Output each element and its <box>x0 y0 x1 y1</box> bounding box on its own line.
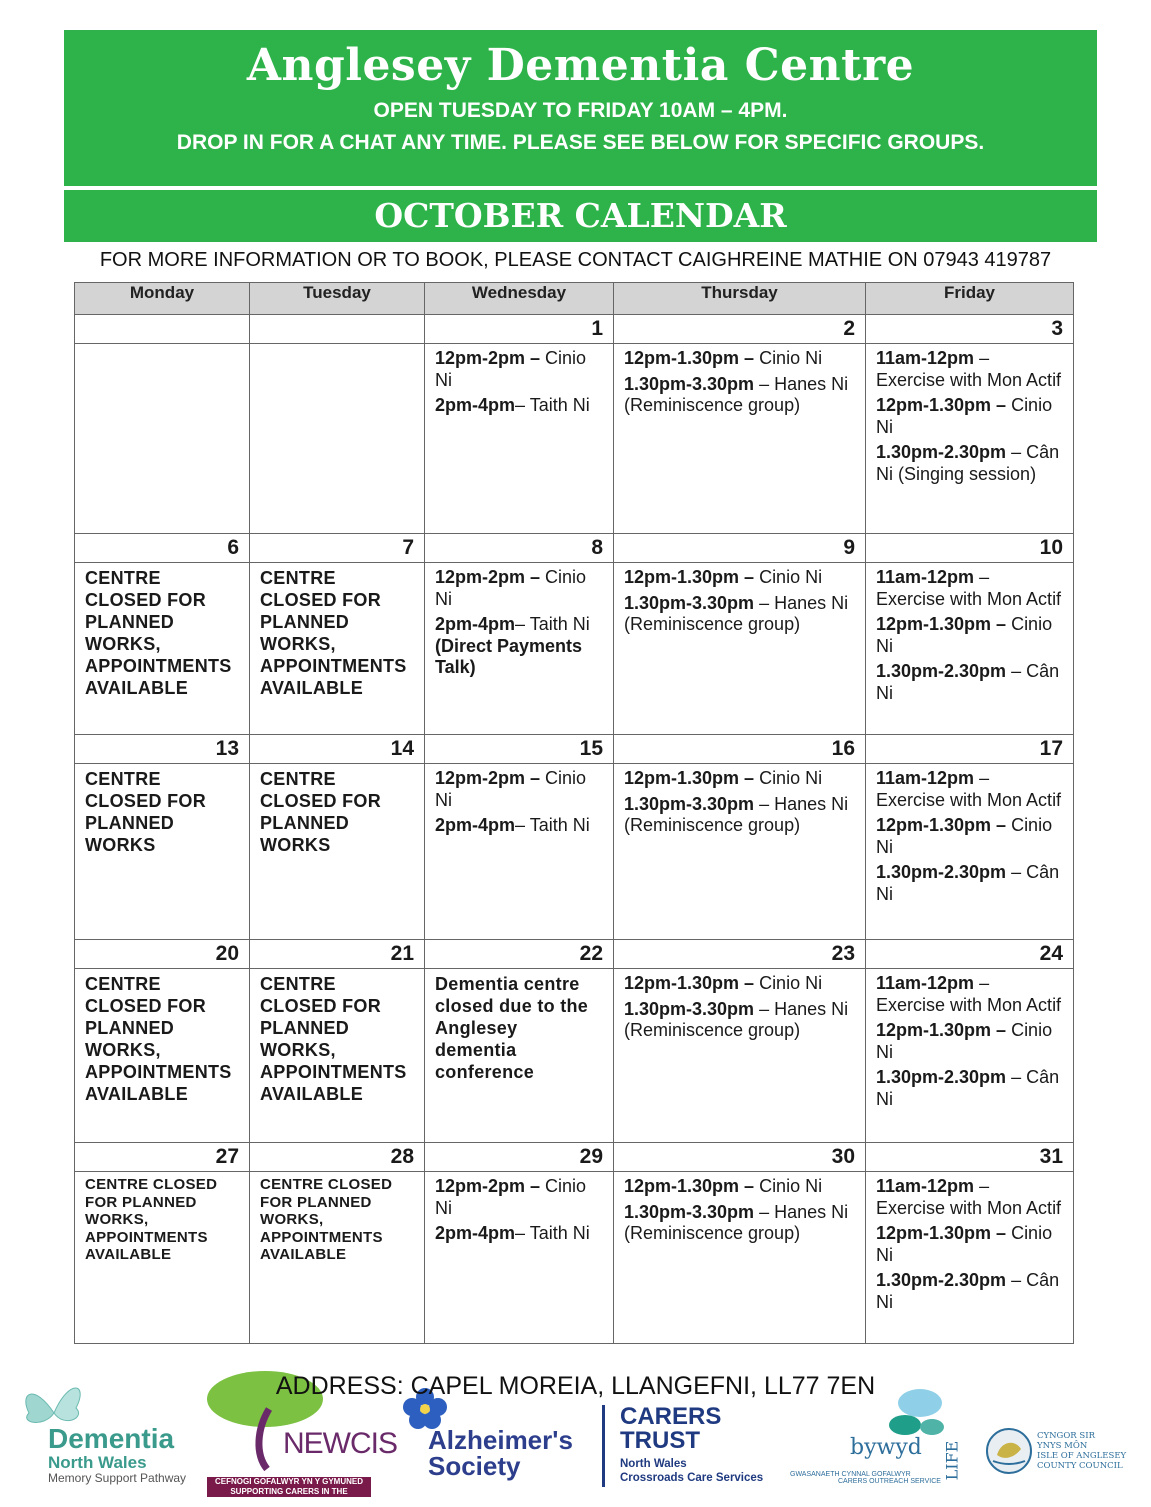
date-number: 23 <box>614 940 866 969</box>
event-name: – Hanes Ni (Reminiscence group) <box>624 373 849 415</box>
event-time: 11am-12pm <box>876 1176 975 1196</box>
event-entry <box>876 614 1063 657</box>
closed-notice: CENTRE CLOSED FOR PLANNED WORKS, APPOINTMENTS AVAILABLE <box>260 974 407 1104</box>
date-number: 27 <box>75 1143 250 1172</box>
day-cell <box>866 764 1074 940</box>
event-entry <box>435 1223 603 1245</box>
day-cell <box>425 344 614 534</box>
date-number: 24 <box>866 940 1074 969</box>
day-cell <box>866 563 1074 735</box>
event-entry <box>876 661 1063 704</box>
event-name: – Cân Ni <box>876 661 1060 703</box>
date-number: 15 <box>425 735 614 764</box>
event-entry <box>624 1202 855 1245</box>
event-time: 1.30pm-3.30pm <box>624 592 755 613</box>
event-name: Cinio Ni <box>435 768 587 810</box>
date-number: 31 <box>866 1143 1074 1172</box>
event-entry <box>624 593 855 636</box>
event-name: – Taith Ni <box>515 395 590 415</box>
event-time: 12pm-2pm – <box>435 567 541 587</box>
date-number: 29 <box>425 1143 614 1172</box>
event-time: 11am-12pm <box>876 973 975 993</box>
event-name: – Hanes Ni (Reminiscence group) <box>624 592 849 634</box>
event-time: 12pm-1.30pm – <box>876 1020 1007 1040</box>
day-cell <box>425 563 614 735</box>
weekday-header: Monday <box>75 283 250 315</box>
closed-notice: CENTRE CLOSED FOR PLANNED WORKS, APPOINTMENTS AVAILABLE <box>260 568 407 698</box>
event-name: – Cân Ni <box>876 1270 1060 1312</box>
event-entry <box>624 567 855 589</box>
page-title: Anglesey Dementia Centre <box>246 40 915 91</box>
event-name: – Cân Ni <box>876 1067 1060 1109</box>
closed-notice: CENTRE CLOSED FOR PLANNED WORKS <box>260 769 382 855</box>
day-cell <box>250 969 425 1143</box>
date-number: 30 <box>614 1143 866 1172</box>
calendar-body <box>75 315 1074 1344</box>
event-entry <box>435 1176 603 1219</box>
event-time: 1.30pm-3.30pm <box>624 1201 755 1222</box>
anglesey-council-logo: CYNGOR SIR YNYS MÔN ISLE OF ANGLESEY COUNTY COUNCIL <box>985 1423 1145 1483</box>
date-number: 3 <box>866 315 1074 344</box>
event-name: – Cân Ni (Singing session) <box>876 442 1060 484</box>
event-name: Cinio Ni <box>876 1020 1053 1062</box>
event-name: Cinio Ni <box>435 567 587 609</box>
closed-notice: CENTRE CLOSED FOR PLANNED WORKS, APPOINTMENTS AVAILABLE <box>85 1176 218 1263</box>
day-cell <box>614 563 866 735</box>
event-entry <box>435 567 603 610</box>
event-entry <box>624 1176 855 1198</box>
event-time: 12pm-2pm – <box>435 768 541 788</box>
date-number-row <box>75 940 1074 969</box>
event-time: 12pm-1.30pm – <box>624 1176 755 1196</box>
date-number: 17 <box>866 735 1074 764</box>
day-content-row <box>75 563 1074 735</box>
date-number-row <box>75 735 1074 764</box>
event-name: Cinio Ni <box>754 768 823 788</box>
day-cell <box>250 563 425 735</box>
event-time: 1.30pm-3.30pm <box>624 793 755 814</box>
date-number: 10 <box>866 534 1074 563</box>
header-banner <box>64 30 1097 186</box>
carers-trust-logo: CARERS TRUST North Wales Crossroads Care Services <box>602 1405 782 1495</box>
event-time: 2pm-4pm <box>435 1223 516 1243</box>
event-time: 11am-12pm <box>876 768 975 788</box>
event-name: Cinio Ni <box>754 973 823 993</box>
event-name: – Exercise with Mon Actif <box>876 567 1062 609</box>
date-number: 7 <box>250 534 425 563</box>
day-cell <box>250 344 425 534</box>
event-name: Cinio Ni <box>435 1176 587 1218</box>
event-time: 12pm-2pm – <box>435 1176 541 1196</box>
calendar-banner <box>64 190 1097 242</box>
day-cell <box>425 1172 614 1344</box>
event-time: 12pm-1.30pm – <box>624 348 755 368</box>
weekday-header: Tuesday <box>250 283 425 315</box>
day-cell <box>866 1172 1074 1344</box>
event-entry <box>624 973 855 995</box>
day-cell <box>75 764 250 940</box>
day-cell <box>866 969 1074 1143</box>
weekday-header-row <box>75 283 1074 315</box>
dementia-north-wales-logo: Dementia North Wales Memory Support Pathway <box>14 1373 204 1483</box>
day-content-row <box>75 1172 1074 1344</box>
event-time: 1.30pm-2.30pm <box>876 1067 1007 1087</box>
event-time: 11am-12pm <box>876 567 975 587</box>
day-cell <box>614 764 866 940</box>
day-cell <box>425 764 614 940</box>
event-time: 1.30pm-3.30pm <box>624 373 755 394</box>
date-number: 13 <box>75 735 250 764</box>
date-number: 21 <box>250 940 425 969</box>
event-time: 12pm-1.30pm – <box>624 973 755 993</box>
day-cell <box>866 344 1074 534</box>
event-name: – Hanes Ni (Reminiscence group) <box>624 793 849 835</box>
contact-info: FOR MORE INFORMATION OR TO BOOK, PLEASE CONTACT CAIGHREINE MATHIE ON 07943 419787 <box>99 249 1052 271</box>
calendar-title: OCTOBER CALENDAR <box>374 196 787 235</box>
event-entry <box>876 1176 1063 1219</box>
closed-notice: CENTRE CLOSED FOR PLANNED WORKS, APPOINTMENTS AVAILABLE <box>85 568 232 698</box>
day-cell <box>614 1172 866 1344</box>
date-number-row <box>75 534 1074 563</box>
event-time: 12pm-1.30pm – <box>876 614 1007 634</box>
date-number: 6 <box>75 534 250 563</box>
date-number-row <box>75 315 1074 344</box>
calendar-table <box>74 282 1074 1344</box>
weekday-header: Wednesday <box>425 283 614 315</box>
event-time: 12pm-1.30pm – <box>624 768 755 788</box>
event-name: – Taith Ni <box>515 815 590 835</box>
event-time: 12pm-1.30pm – <box>876 815 1007 835</box>
event-name: Cinio Ni <box>754 348 823 368</box>
event-time: 12pm-1.30pm – <box>876 395 1007 415</box>
event-entry <box>876 395 1063 438</box>
event-entry <box>624 374 855 417</box>
date-number: 28 <box>250 1143 425 1172</box>
event-time: 12pm-1.30pm – <box>624 567 755 587</box>
event-name: Cinio Ni <box>435 348 587 390</box>
closed-notice: CENTRE CLOSED FOR PLANNED WORKS, APPOINTMENTS AVAILABLE <box>85 974 232 1104</box>
event-entry <box>876 815 1063 858</box>
event-name: Cinio Ni <box>876 1223 1053 1265</box>
event-entry <box>435 614 603 679</box>
event-entry <box>876 348 1063 391</box>
day-cell <box>75 563 250 735</box>
event-time: 12pm-2pm – <box>435 348 541 368</box>
event-note: (Direct Payments Talk) <box>435 635 583 677</box>
day-cell <box>614 344 866 534</box>
day-cell <box>425 969 614 1143</box>
event-name: – Hanes Ni (Reminiscence group) <box>624 1201 849 1243</box>
event-entry <box>876 1270 1063 1313</box>
weekday-header: Thursday <box>614 283 866 315</box>
day-cell <box>75 969 250 1143</box>
event-name: – Exercise with Mon Actif <box>876 768 1062 810</box>
event-name: – Taith Ni <box>515 1223 590 1243</box>
alzheimers-society-logo: Alzheimer's Society <box>400 1387 580 1487</box>
event-name: Cinio Ni <box>876 395 1053 437</box>
day-cell <box>75 1172 250 1344</box>
event-time: 1.30pm-2.30pm <box>876 661 1007 681</box>
event-name: Cinio Ni <box>754 1176 823 1196</box>
date-number-row <box>75 1143 1074 1172</box>
event-time: 11am-12pm <box>876 348 975 368</box>
day-cell <box>75 344 250 534</box>
day-content-row <box>75 764 1074 940</box>
event-entry <box>876 1020 1063 1063</box>
event-entry <box>624 999 855 1042</box>
event-entry <box>876 442 1063 485</box>
day-content-row <box>75 344 1074 534</box>
event-name: Cinio Ni <box>876 614 1053 656</box>
event-entry <box>435 348 603 391</box>
island-seal-icon <box>985 1427 1033 1475</box>
event-entry <box>435 768 603 811</box>
date-number: 22 <box>425 940 614 969</box>
date-number: 9 <box>614 534 866 563</box>
newcis-logo: NEWCIS CEFNOGI GOFALWYR YN Y GYMUNED SUPPORTING CARERS IN THE COMMUNITY <box>207 1369 373 1495</box>
event-time: 1.30pm-2.30pm <box>876 862 1007 882</box>
event-time: 12pm-1.30pm – <box>876 1223 1007 1243</box>
day-content-row <box>75 969 1074 1143</box>
date-number: 20 <box>75 940 250 969</box>
event-time: 2pm-4pm <box>435 395 516 415</box>
event-entry <box>624 794 855 837</box>
day-cell <box>250 1172 425 1344</box>
event-name: – Cân Ni <box>876 862 1060 904</box>
event-entry <box>435 395 603 417</box>
bywyd-logo: bywyd LIFE GWASANAETH CYNNAL GOFALWYR CARERS OUTREACH SERVICE <box>790 1385 960 1490</box>
event-time: 2pm-4pm <box>435 815 516 835</box>
opening-hours: OPEN TUESDAY TO FRIDAY 10AM – 4PM. <box>373 99 788 122</box>
date-number <box>75 315 250 344</box>
event-name: Cinio Ni <box>754 567 823 587</box>
event-name: – Exercise with Mon Actif <box>876 1176 1062 1218</box>
event-time: 1.30pm-3.30pm <box>624 998 755 1019</box>
event-time: 1.30pm-2.30pm <box>876 442 1007 462</box>
event-name: – Exercise with Mon Actif <box>876 973 1062 1015</box>
event-name: – Hanes Ni (Reminiscence group) <box>624 998 849 1040</box>
address: ADDRESS: CAPEL MOREIA, LLANGEFNI, LL77 7EN <box>275 1372 876 1400</box>
event-time: 1.30pm-2.30pm <box>876 1270 1007 1290</box>
date-number: 8 <box>425 534 614 563</box>
date-number: 1 <box>425 315 614 344</box>
closed-notice: CENTRE CLOSED FOR PLANNED WORKS, APPOINTMENTS AVAILABLE <box>260 1176 393 1263</box>
event-entry <box>624 768 855 790</box>
closed-notice: CENTRE CLOSED FOR PLANNED WORKS <box>85 769 207 855</box>
day-cell <box>614 969 866 1143</box>
date-number: 14 <box>250 735 425 764</box>
event-name: Cinio Ni <box>876 815 1053 857</box>
event-name: – Taith Ni <box>515 614 590 634</box>
drop-in-note: DROP IN FOR A CHAT ANY TIME. PLEASE SEE BELOW FOR SPECIFIC GROUPS. <box>176 131 985 154</box>
event-entry <box>876 567 1063 610</box>
event-time: 2pm-4pm <box>435 614 516 634</box>
date-number <box>250 315 425 344</box>
day-cell <box>250 764 425 940</box>
event-entry <box>876 862 1063 905</box>
event-entry <box>435 815 603 837</box>
closure-notice: Dementia centre closed due to the Anglesey dementia conference <box>435 974 589 1082</box>
event-entry <box>876 768 1063 811</box>
date-number: 2 <box>614 315 866 344</box>
event-entry <box>624 348 855 370</box>
event-entry <box>876 973 1063 1016</box>
event-entry <box>876 1223 1063 1266</box>
weekday-header: Friday <box>866 283 1074 315</box>
date-number: 16 <box>614 735 866 764</box>
event-entry <box>876 1067 1063 1110</box>
event-name: – Exercise with Mon Actif <box>876 348 1062 390</box>
